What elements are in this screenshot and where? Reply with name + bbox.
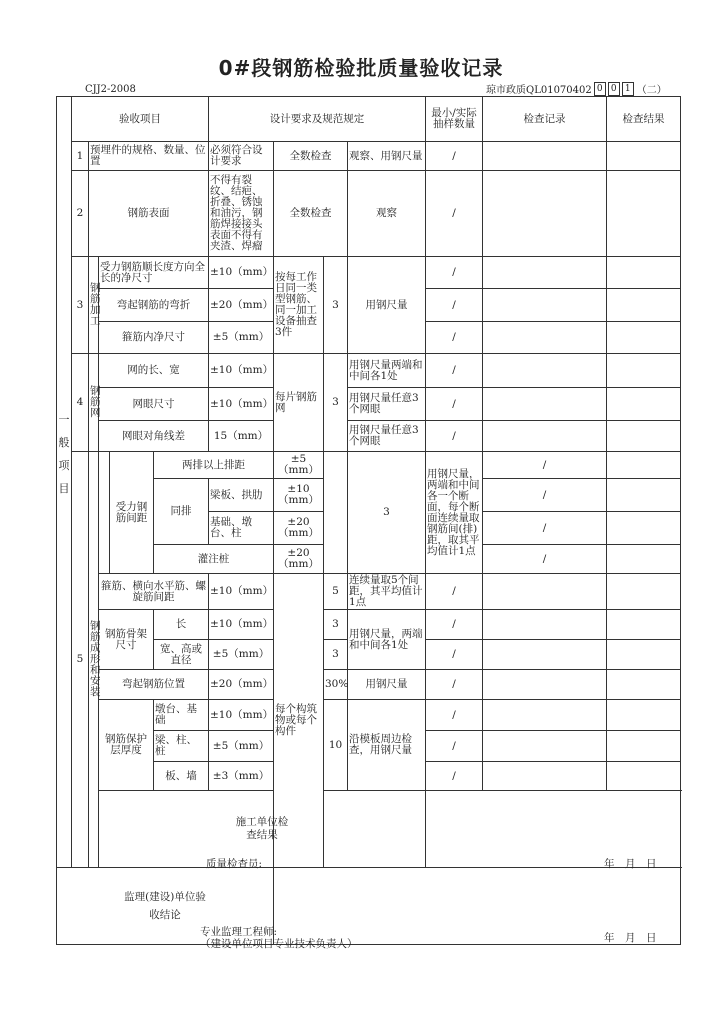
row-5-stirrup-name: 箍筋、横向水平筋、螺旋筋间距 <box>99 574 209 610</box>
row-5-cage-width: 宽、高或直径 <box>154 640 209 670</box>
row-5-same-row: 同排 <box>154 479 209 545</box>
row-5s2-sample: / <box>483 479 607 512</box>
row-5s2-name: 梁板、拱肋 <box>209 479 274 512</box>
row-1-name: 预埋件的规格、数量、位置 <box>89 142 209 171</box>
row-5-stirrup-sample: / <box>426 574 483 610</box>
row-2-requirement: 不得有裂纹、结疤、折叠、锈蚀和油污，钢筋焊接接头表面不得有夹渣、焊瘤 <box>209 171 274 257</box>
row-3-group: 钢筋加工 <box>89 257 99 354</box>
row-2-tool: 观察 <box>348 171 426 257</box>
row-3c-sample: / <box>426 322 483 354</box>
row-5c1-result[interactable] <box>607 700 681 731</box>
row-5s2-tolerance: ±10（mm） <box>274 479 324 512</box>
row-1-method: 全数检查 <box>274 142 348 171</box>
row-5-stirrup-result[interactable] <box>607 574 681 610</box>
row-4a-tool: 用钢尺量两端和中间各1处 <box>348 354 426 388</box>
row-5c1-sample: / <box>426 700 483 731</box>
row-5s3-tolerance: ±20（mm） <box>274 512 324 545</box>
row-5c2-name: 梁、柱、桩 <box>154 731 209 762</box>
row-5s3-sample: / <box>483 512 607 545</box>
row-5s4-tolerance: ±20（mm） <box>274 545 324 574</box>
row-3-no: 3 <box>72 257 89 354</box>
row-5-stirrup-tolerance: ±10（mm） <box>209 574 274 610</box>
row-5c3-result[interactable] <box>607 762 681 791</box>
row-4c-tool: 用钢尺量任意3个网眼 <box>348 421 426 452</box>
row-5c3-record[interactable] <box>483 762 607 791</box>
row-5c1-tolerance: ±10（mm） <box>209 700 274 731</box>
row-4-group: 钢筋网 <box>89 354 99 452</box>
doc-box-1: 0 <box>594 82 606 96</box>
row-5-bent-record[interactable] <box>483 670 607 700</box>
row-4b-name: 网眼尺寸 <box>99 388 209 421</box>
row-5-cage: 钢筋骨架尺寸 <box>99 610 154 670</box>
row-5-cage-length-record[interactable] <box>483 610 607 640</box>
header-record: 检查记录 <box>483 97 607 142</box>
row-5s1-name: 两排以上排距 <box>154 452 274 479</box>
row-5s1-record[interactable] <box>607 452 681 479</box>
row-5-bent-sample: / <box>426 670 483 700</box>
row-2-result[interactable] <box>607 171 681 257</box>
row-2-method: 全数检查 <box>274 171 348 257</box>
row-3b-record[interactable] <box>483 289 607 322</box>
row-5-bent-name: 弯起钢筋位置 <box>99 670 209 700</box>
row-5c3-sample: / <box>426 762 483 791</box>
row-5s-count: 3 <box>348 452 426 574</box>
row-5-cover-count: 10 <box>324 700 348 791</box>
construction-date: 年 月 日 <box>604 858 657 870</box>
row-5c2-record[interactable] <box>483 731 607 762</box>
section-label: 一般项目 <box>58 413 70 495</box>
row-5-cage-width-sample: / <box>426 640 483 670</box>
row-4c-sample: / <box>426 421 483 452</box>
row-5c2-sample: / <box>426 731 483 762</box>
row-3b-sample: / <box>426 289 483 322</box>
row-4a-sample: / <box>426 354 483 388</box>
row-3a-result[interactable] <box>607 257 681 289</box>
row-5-cage-width-record[interactable] <box>483 640 607 670</box>
row-5s4-record[interactable] <box>607 545 681 574</box>
row-4b-result[interactable] <box>607 388 681 421</box>
row-5-cage-length-count: 3 <box>324 610 348 640</box>
supervision-label: 监理(建设)单位验收结论 <box>124 891 206 921</box>
row-3a-record[interactable] <box>483 257 607 289</box>
row-5s-tool: 用钢尺量，两端和中间各一个断面，每个断面连续量取钢筋间(排)距，取其平均值计1点 <box>426 452 483 574</box>
row-5-cage-length-sample: / <box>426 610 483 640</box>
row-1-tool: 观察、用钢尺量 <box>348 142 426 171</box>
row-5-frequency: 每个构筑物或每个构件 <box>274 574 324 868</box>
construction-label: 施工单位检查结果 <box>235 816 289 841</box>
row-5-cover-tool: 沿模板周边检查，用钢尺量 <box>348 700 426 791</box>
doc-prefix: 琼市政质QL01070402 <box>486 85 592 96</box>
row-3a-sample: / <box>426 257 483 289</box>
row-4b-tool: 用钢尺量任意3个网眼 <box>348 388 426 421</box>
row-3c-name: 箍筋内净尺寸 <box>99 322 209 354</box>
row-2-record[interactable] <box>483 171 607 257</box>
row-1-sample: / <box>426 142 483 171</box>
row-4b-tolerance: ±10（mm） <box>209 388 274 421</box>
row-2-no: 2 <box>72 171 89 257</box>
row-4c-name: 网眼对角线差 <box>99 421 209 452</box>
row-5s1-tolerance: ±5（mm） <box>274 452 324 479</box>
row-3c-record[interactable] <box>483 322 607 354</box>
row-4a-tolerance: ±10（mm） <box>209 354 274 388</box>
row-5s1-sample: / <box>483 452 607 479</box>
doc-box-3: 1 <box>622 82 634 96</box>
row-3b-result[interactable] <box>607 289 681 322</box>
header-result: 检查结果 <box>607 97 681 142</box>
row-5c2-tolerance: ±5（mm） <box>209 731 274 762</box>
inspector-label: 质量检查员: <box>206 858 263 870</box>
row-5-bent-count: 30% <box>324 670 348 700</box>
row-4b-record[interactable] <box>483 388 607 421</box>
row-5-no: 5 <box>72 452 89 868</box>
row-4c-tolerance: 15（mm） <box>209 421 274 452</box>
row-4-count: 3 <box>324 354 348 452</box>
row-3c-result[interactable] <box>607 322 681 354</box>
inspection-table <box>56 96 681 945</box>
header-sample: 最小/实际抽样数量 <box>426 97 483 142</box>
row-4a-result[interactable] <box>607 354 681 388</box>
row-5-group: 钢筋成形和安装 <box>89 452 99 868</box>
header-item: 验收项目 <box>72 97 209 142</box>
row-4b-sample: / <box>426 388 483 421</box>
row-5-bent-result[interactable] <box>607 670 681 700</box>
row-3a-tolerance: ±10（mm） <box>209 257 274 289</box>
row-1-result[interactable] <box>607 142 681 171</box>
row-5s4-name: 灌注桩 <box>154 545 274 574</box>
page-title: 0#段钢筋检验批质量验收记录 <box>218 56 504 80</box>
row-5-cover: 钢筋保护层厚度 <box>99 700 154 791</box>
row-3b-name: 弯起钢筋的弯折 <box>99 289 209 322</box>
row-5-cage-length-result[interactable] <box>607 610 681 640</box>
supervision-date: 年 月 日 <box>604 932 657 944</box>
row-3b-tolerance: ±20（mm） <box>209 289 274 322</box>
document-number <box>486 81 667 96</box>
row-5-stirrup-count: 5 <box>324 574 348 610</box>
doc-page: （二） <box>636 85 667 96</box>
row-5-cage-width-result[interactable] <box>607 640 681 670</box>
row-5c1-record[interactable] <box>483 700 607 731</box>
row-5s4-sample: / <box>483 545 607 574</box>
header-requirement: 设计要求及规范规定 <box>209 97 426 142</box>
row-4a-record[interactable] <box>483 354 607 388</box>
row-5-cage-width-tolerance: ±5（mm） <box>209 640 274 670</box>
row-5-stirrup-tool: 连续量取5个间距，其平均值计1点 <box>348 574 426 610</box>
row-3c-tolerance: ±5（mm） <box>209 322 274 354</box>
row-4-no: 4 <box>72 354 89 452</box>
construction-result-cell[interactable] <box>426 791 681 868</box>
row-2-name: 钢筋表面 <box>89 171 209 257</box>
engineer-note: （建设单位项目专业技术负责人） <box>200 938 358 950</box>
row-3-count: 3 <box>324 257 348 354</box>
row-5-bent-tolerance: ±20（mm） <box>209 670 274 700</box>
row-5-spacing: 受力钢筋间距 <box>110 452 154 574</box>
standard-code: CJJ2-2008 <box>85 84 136 95</box>
row-5-cage-width-count: 3 <box>324 640 348 670</box>
row-2-sample: / <box>426 171 483 257</box>
row-3-tool: 用钢尺量 <box>348 257 426 354</box>
engineer-label: 专业监理工程师: <box>200 926 278 938</box>
row-5-cage-length: 长 <box>154 610 209 640</box>
row-4-frequency: 每片钢筋网 <box>274 354 324 452</box>
row-5c2-result[interactable] <box>607 731 681 762</box>
row-1-record[interactable] <box>483 142 607 171</box>
doc-box-2: 0 <box>608 82 620 96</box>
construction-label-cell <box>99 791 426 868</box>
row-5-stirrup-record[interactable] <box>483 574 607 610</box>
row-5s3-record[interactable] <box>607 512 681 545</box>
row-5-bent-tool: 用钢尺量 <box>348 670 426 700</box>
row-5c3-tolerance: ±3（mm） <box>209 762 274 791</box>
row-4a-name: 网的长、宽 <box>99 354 209 388</box>
row-1-no: 1 <box>72 142 89 171</box>
row-5-cage-tool: 用钢尺量，两端和中间各1处 <box>348 610 426 670</box>
row-5s3-name: 基础、墩台、柱 <box>209 512 274 545</box>
row-4c-result[interactable] <box>607 421 681 452</box>
row-1-requirement: 必须符合设计要求 <box>209 142 274 171</box>
row-5c1-name: 墩台、基础 <box>154 700 209 731</box>
row-5-cage-length-tolerance: ±10（mm） <box>209 610 274 640</box>
row-3a-name: 受力钢筋顺长度方向全长的净尺寸 <box>99 257 209 289</box>
row-4c-record[interactable] <box>483 421 607 452</box>
row-5s2-record[interactable] <box>607 479 681 512</box>
row-5c3-name: 板、墙 <box>154 762 209 791</box>
row-3-frequency: 按每工作日同一类型钢筋、同一加工设备抽查3件 <box>274 257 324 354</box>
